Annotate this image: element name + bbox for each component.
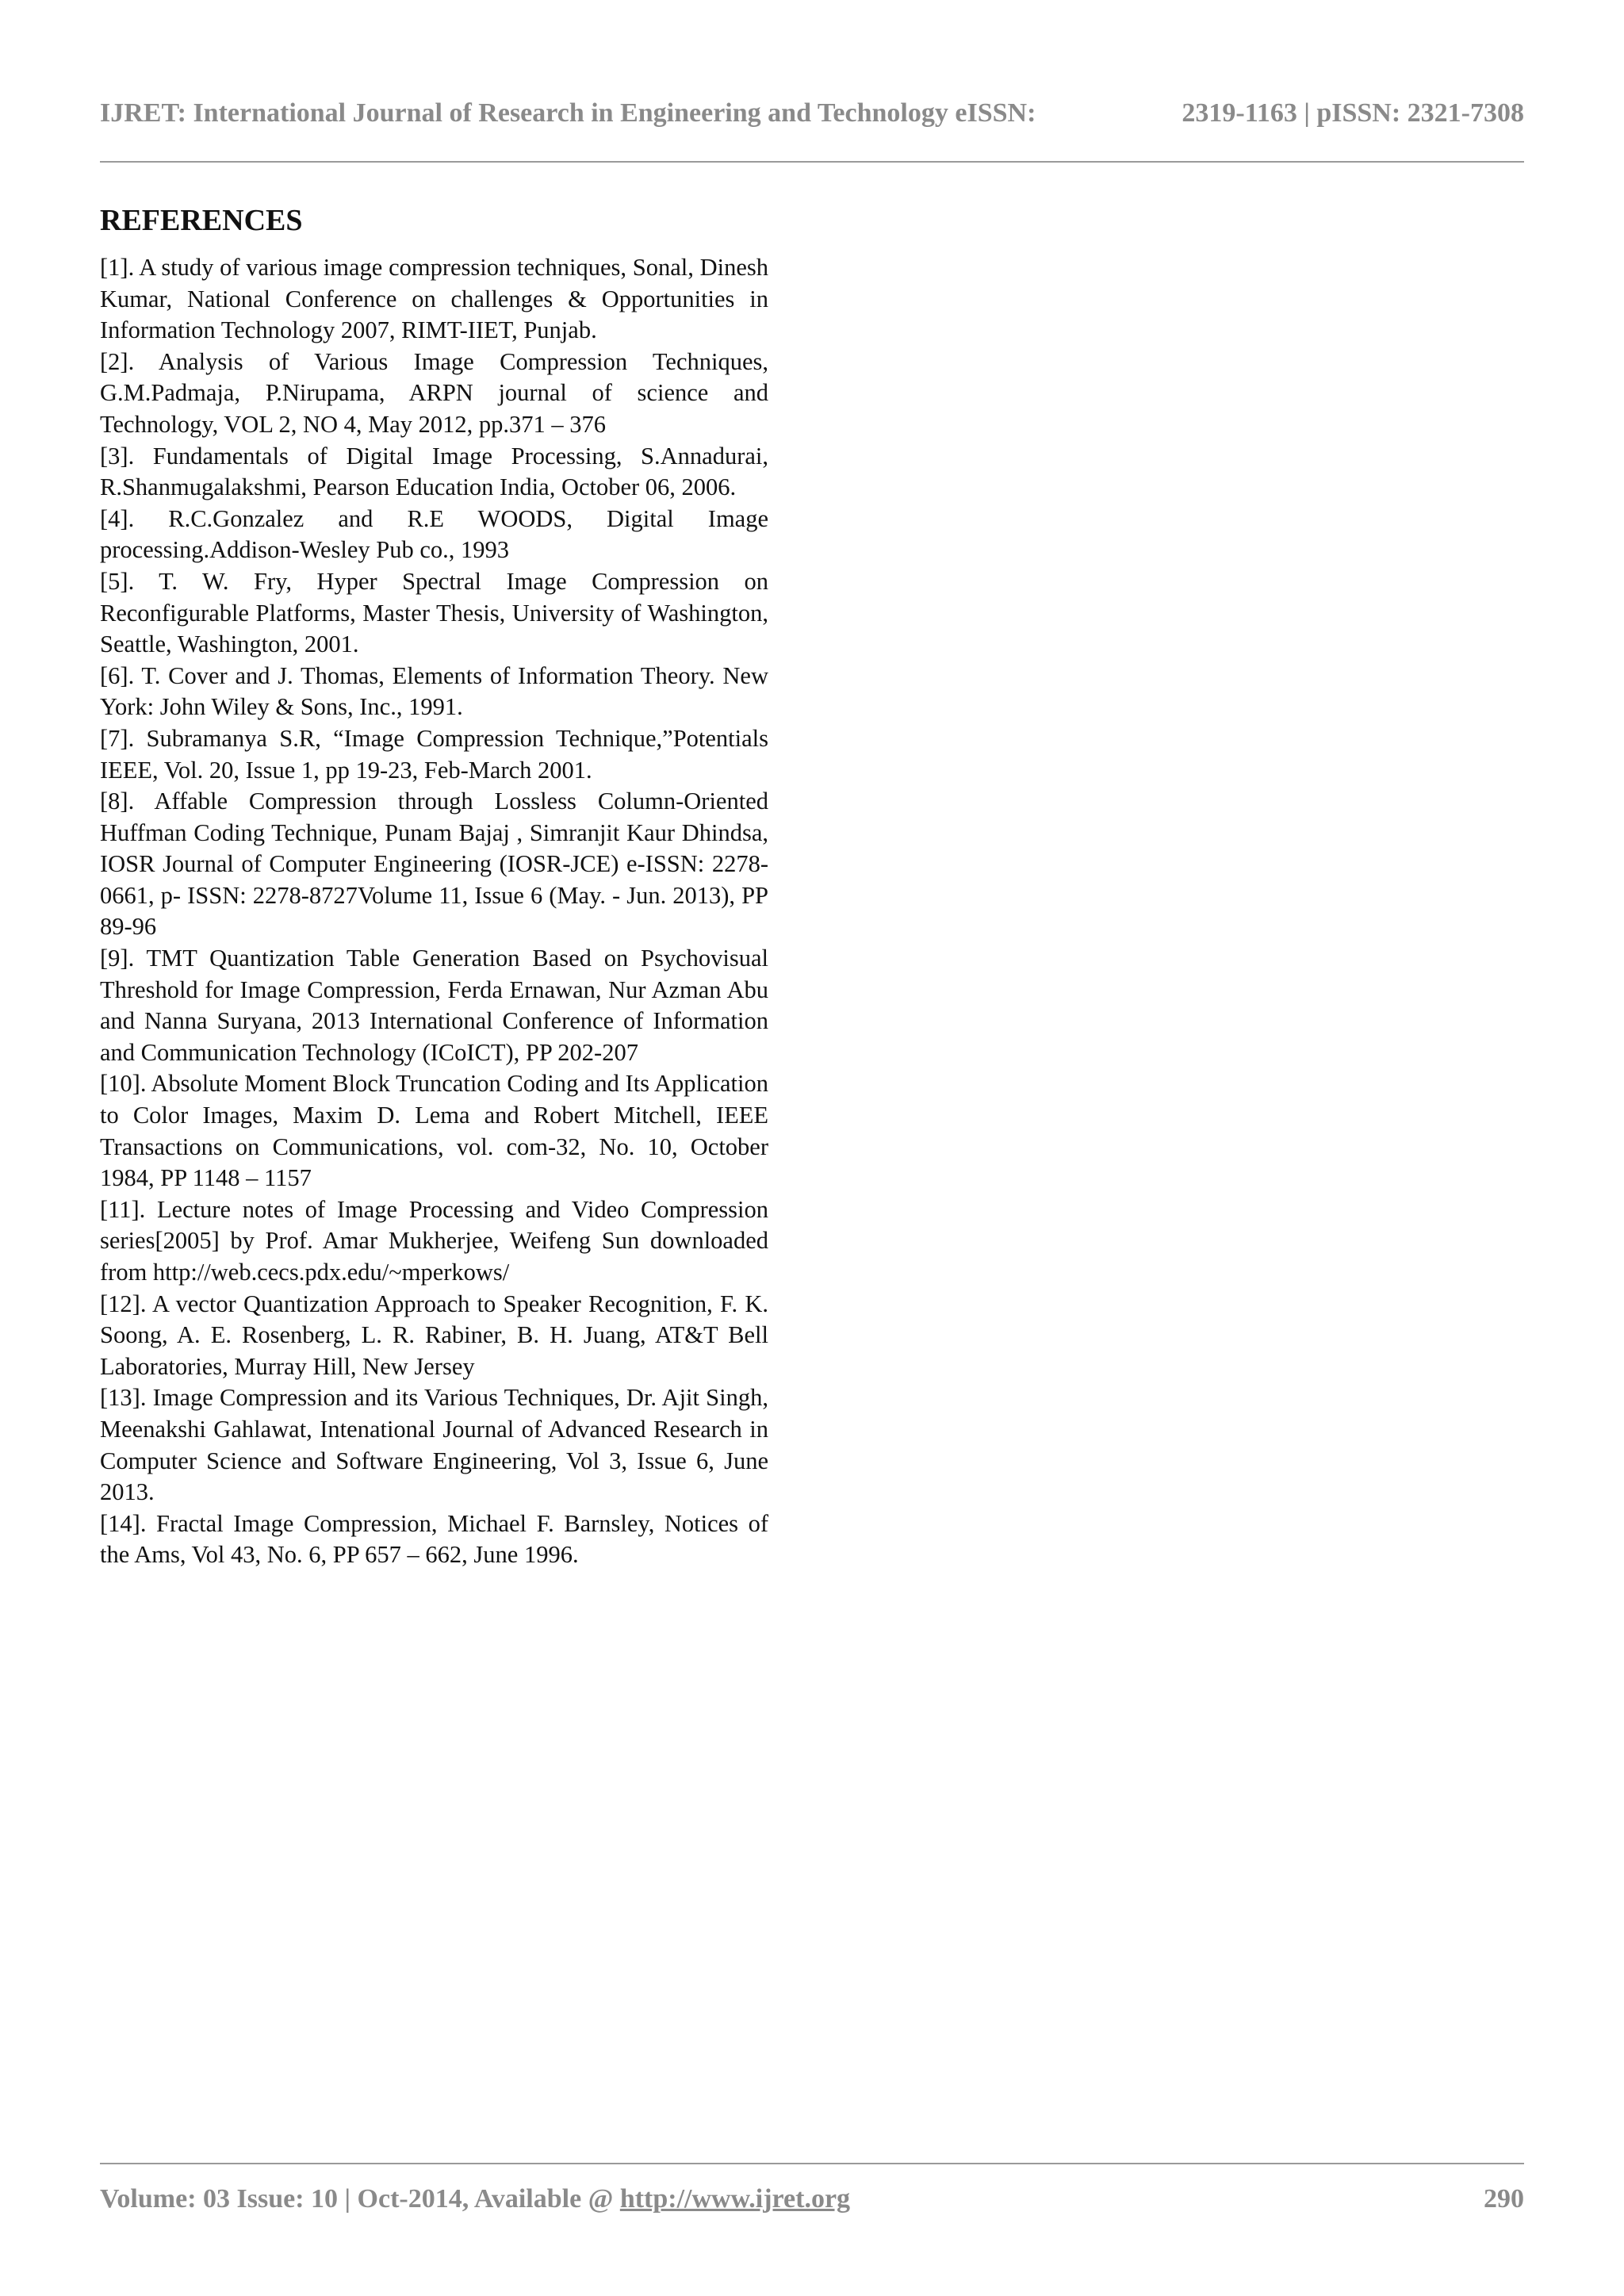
reference-item: [2]. Analysis of Various Image Compression Techniques, G.M.Padmaja, P.Nirupama, ARPN journal of science and Technology, VOL 2, NO 4, May 2012, pp.371 – 376 [100, 347, 768, 438]
page-number: 290 [1484, 2184, 1524, 2214]
page-header [100, 98, 1524, 128]
header-divider [100, 161, 1524, 163]
reference-item: [11]. Lecture notes of Image Processing and Video Compression series[2005] by Prof. Amar Mukherjee, Weifeng Sun downloaded from http://web.cecs.pdx.edu/~mperkows/ [100, 1195, 768, 1286]
volume-info [100, 2184, 850, 2214]
reference-item: [5]. T. W. Fry, Hyper Spectral Image Compression on Reconfigurable Platforms, Master Thesis, University of Washington, Seattle, Washington, 2001. [100, 567, 768, 658]
reference-item: [3]. Fundamentals of Digital Image Processing, S.Annadurai, R.Shanmugalakshmi, Pearson Education India, October 06, 2006. [100, 442, 768, 501]
reference-item: [1]. A study of various image compression techniques, Sonal, Dinesh Kumar, National Conference on challenges & Opportunities in Information Technology 2007, RIMT-IIET, Punjab. [100, 254, 768, 344]
footer-divider [100, 2163, 1524, 2164]
journal-link[interactable]: http://www.ijret.org [619, 2184, 851, 2214]
reference-item: [10]. Absolute Moment Block Truncation Coding and Its Application to Color Images, Maxim D. Lema and Robert Mitchell, IEEE Transactions on Communications, vol. com-32, No. 10, October 1984, PP 1148 – 1157 [100, 1070, 768, 1192]
reference-item: [7]. Subramanya S.R, “Image Compression Technique,”Potentials IEEE, Vol. 20, Issue 1, pp 19-23, Feb-March 2001. [100, 724, 768, 784]
reference-item: [4]. R.C.Gonzalez and R.E WOODS, Digital Image processing.Addison-Wesley Pub co., 1993 [100, 504, 768, 564]
reference-item: [13]. Image Compression and its Various Techniques, Dr. Ajit Singh, Meenakshi Gahlawat, Intenational Journal of Advanced Research in Computer Science and Software Engineering, Vol 3, Issue 6, June 2013. [100, 1384, 768, 1506]
volume-text: Volume: 03 Issue: 10 | Oct-2014, Available @ [100, 2184, 620, 2214]
reference-item: [12]. A vector Quantization Approach to Speaker Recognition, F. K. Soong, A. E. Rosenberg, L. R. Rabiner, B. H. Juang, AT&T Bell Laboratories, Murray Hill, New Jersey [100, 1290, 768, 1380]
reference-item: [9]. TMT Quantization Table Generation Based on Psychovisual Threshold for Image Compression, Ferda Ernawan, Nur Azman Abu and Nanna Suryana, 2013 International Conference of Information and Communication Technology (ICoICT), PP 202-207 [100, 945, 768, 1066]
reference-item: [8]. Affable Compression through Lossless Column-Oriented Huffman Coding Technique, Punam Bajaj , Simranjit Kaur Dhindsa, IOSR Journal of Computer Engineering (IOSR-JCE) e-ISSN: 2278-0661, p- ISSN: 2278-8727Volume 11, Issue 6 (May. - Jun. 2013), PP 89-96 [100, 788, 768, 941]
page-footer [100, 2184, 1524, 2214]
references-section [100, 203, 768, 1571]
reference-item: [6]. T. Cover and J. Thomas, Elements of Information Theory. New York: John Wiley & Sons, Inc., 1991. [100, 661, 768, 721]
journal-title: IJRET: International Journal of Research in Engineering and Technology eISSN: [100, 98, 1036, 128]
references-heading: REFERENCES [100, 204, 303, 237]
reference-item: [14]. Fractal Image Compression, Michael F. Barnsley, Notices of the Ams, Vol 43, No. 6, PP 657 – 662, June 1996. [100, 1509, 768, 1569]
issn-info: 2319-1163 | pISSN: 2321-7308 [1182, 98, 1524, 128]
